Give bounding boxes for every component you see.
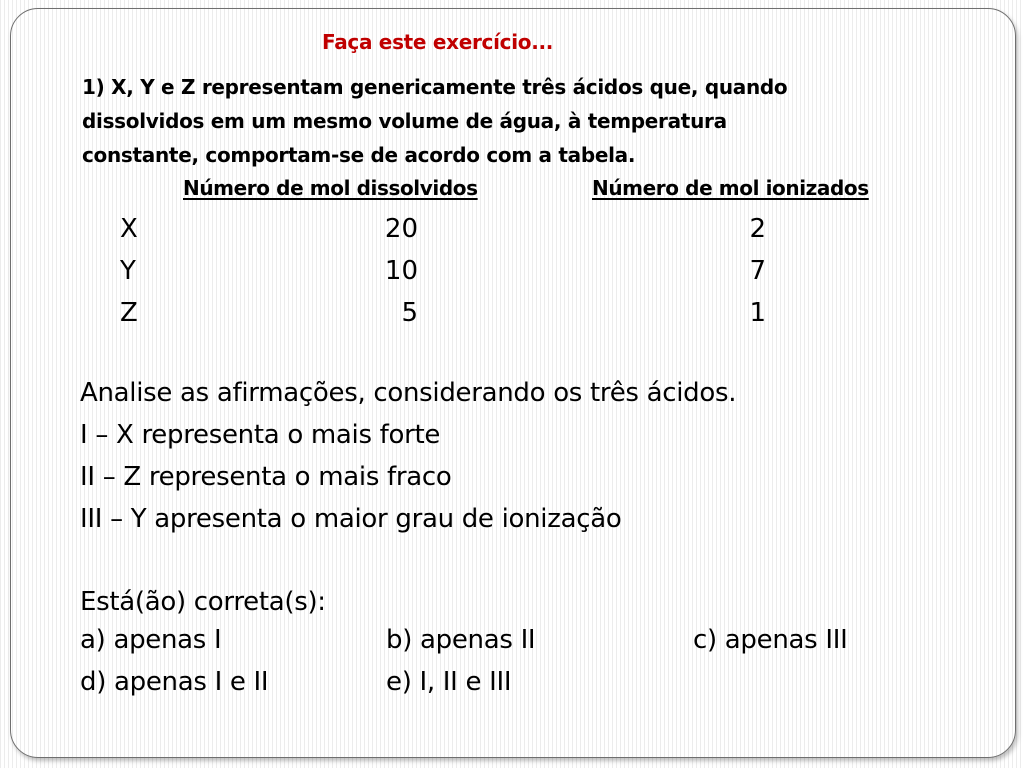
table-cell-acid: Z	[120, 298, 138, 328]
table-cell-acid: X	[120, 214, 138, 244]
option-b: b) apenas II	[386, 625, 536, 655]
header-mol-dissolved: Número de mol dissolvidos	[183, 176, 478, 200]
option-e: e) I, II e III	[386, 667, 512, 697]
table-cell-ionized: 1	[749, 298, 766, 328]
table-cell-dissolved: 20	[384, 214, 418, 244]
statement-3: III – Y apresenta o maior grau de ionização	[80, 504, 622, 534]
problem-line-2: dissolvidos em um mesmo volume de água, à temperatura	[82, 109, 727, 133]
table-cell-ionized: 2	[749, 214, 766, 244]
table-cell-dissolved: 10	[384, 256, 418, 286]
option-a: a) apenas I	[80, 625, 222, 655]
problem-line-3: constante, comportam-se de acordo com a tabela.	[82, 143, 636, 167]
problem-line-1: 1) X, Y e Z representam genericamente três ácidos que, quando	[82, 75, 788, 99]
exercise-heading: Faça este exercício...	[322, 30, 554, 54]
statement-1: I – X representa o mais forte	[80, 420, 441, 450]
table-cell-ionized: 7	[749, 256, 766, 286]
option-c: c) apenas III	[693, 625, 848, 655]
header-mol-ionized: Número de mol ionizados	[592, 176, 869, 200]
table-cell-dissolved: 5	[401, 298, 418, 328]
problem-statement	[82, 70, 972, 172]
table-cell-acid: Y	[120, 256, 136, 286]
statement-2: II – Z representa o mais fraco	[80, 462, 452, 492]
question-prompt: Está(ão) correta(s):	[80, 587, 326, 617]
analysis-prompt: Analise as afirmações, considerando os três ácidos.	[80, 378, 737, 408]
option-d: d) apenas I e II	[80, 667, 269, 697]
